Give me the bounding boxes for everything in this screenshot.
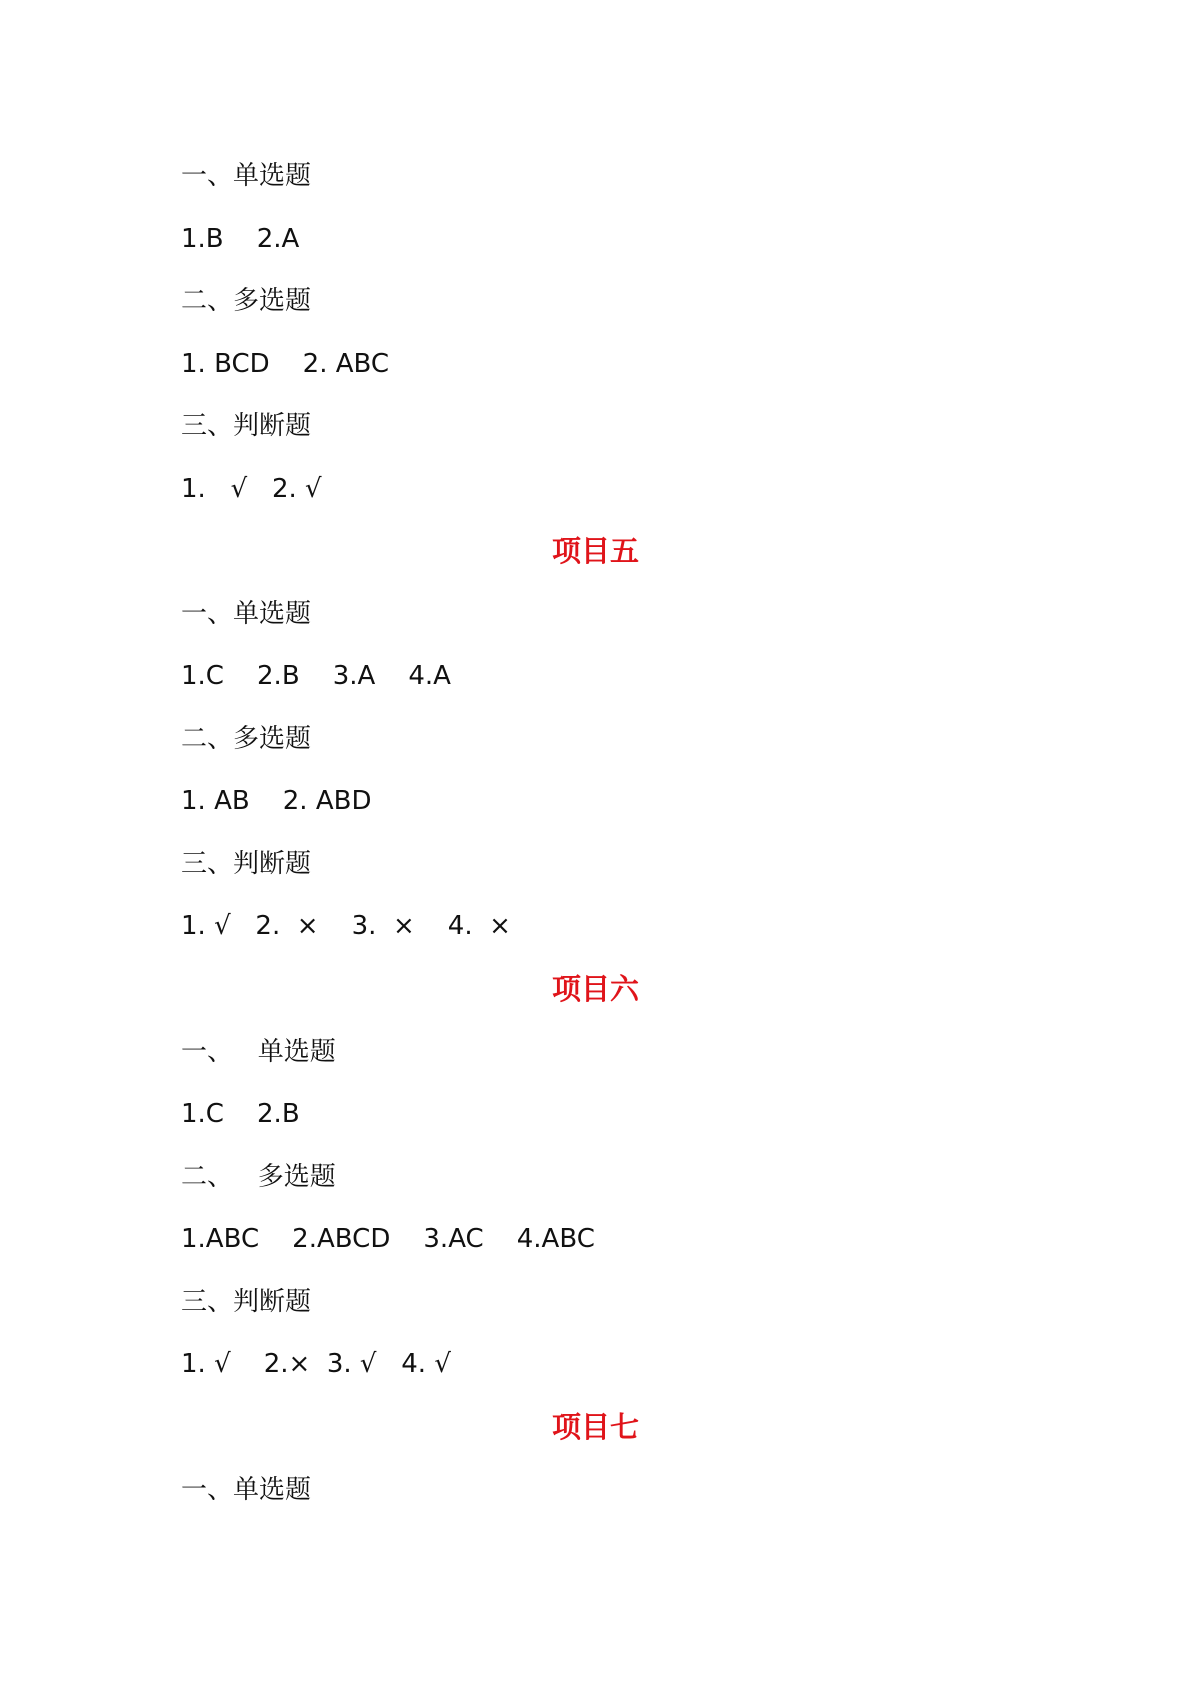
project-heading: 项目六 (551, 972, 639, 1006)
section-label: 三、判断题 (181, 411, 312, 441)
project-heading: 项目七 (551, 1410, 639, 1444)
answer-line: 1. √ 2. × 3. × 4. × (181, 911, 511, 941)
section-label: 一、 单选题 (181, 1037, 336, 1067)
section-label: 一、单选题 (181, 1475, 312, 1505)
section-label: 一、单选题 (181, 161, 312, 191)
answer-line: 1. √ 2.× 3. √ 4. √ (181, 1349, 451, 1379)
section-label: 三、判断题 (181, 849, 312, 879)
answer-line: 1.C 2.B 3.A 4.A (181, 661, 451, 691)
section-label: 二、多选题 (181, 286, 312, 316)
answer-line: 1. √ 2. √ (181, 474, 322, 504)
answer-line: 1.ABC 2.ABCD 3.AC 4.ABC (181, 1224, 595, 1254)
section-label: 二、多选题 (181, 724, 312, 754)
section-label: 一、单选题 (181, 599, 312, 629)
answer-line: 1.C 2.B (181, 1099, 300, 1129)
answer-line: 1. BCD 2. ABC (181, 349, 390, 379)
answer-line: 1. AB 2. ABD (181, 786, 372, 816)
section-label: 三、判断题 (181, 1287, 312, 1317)
section-label: 二、 多选题 (181, 1162, 336, 1192)
project-heading: 项目五 (551, 534, 639, 568)
answer-line: 1.B 2.A (181, 224, 300, 254)
